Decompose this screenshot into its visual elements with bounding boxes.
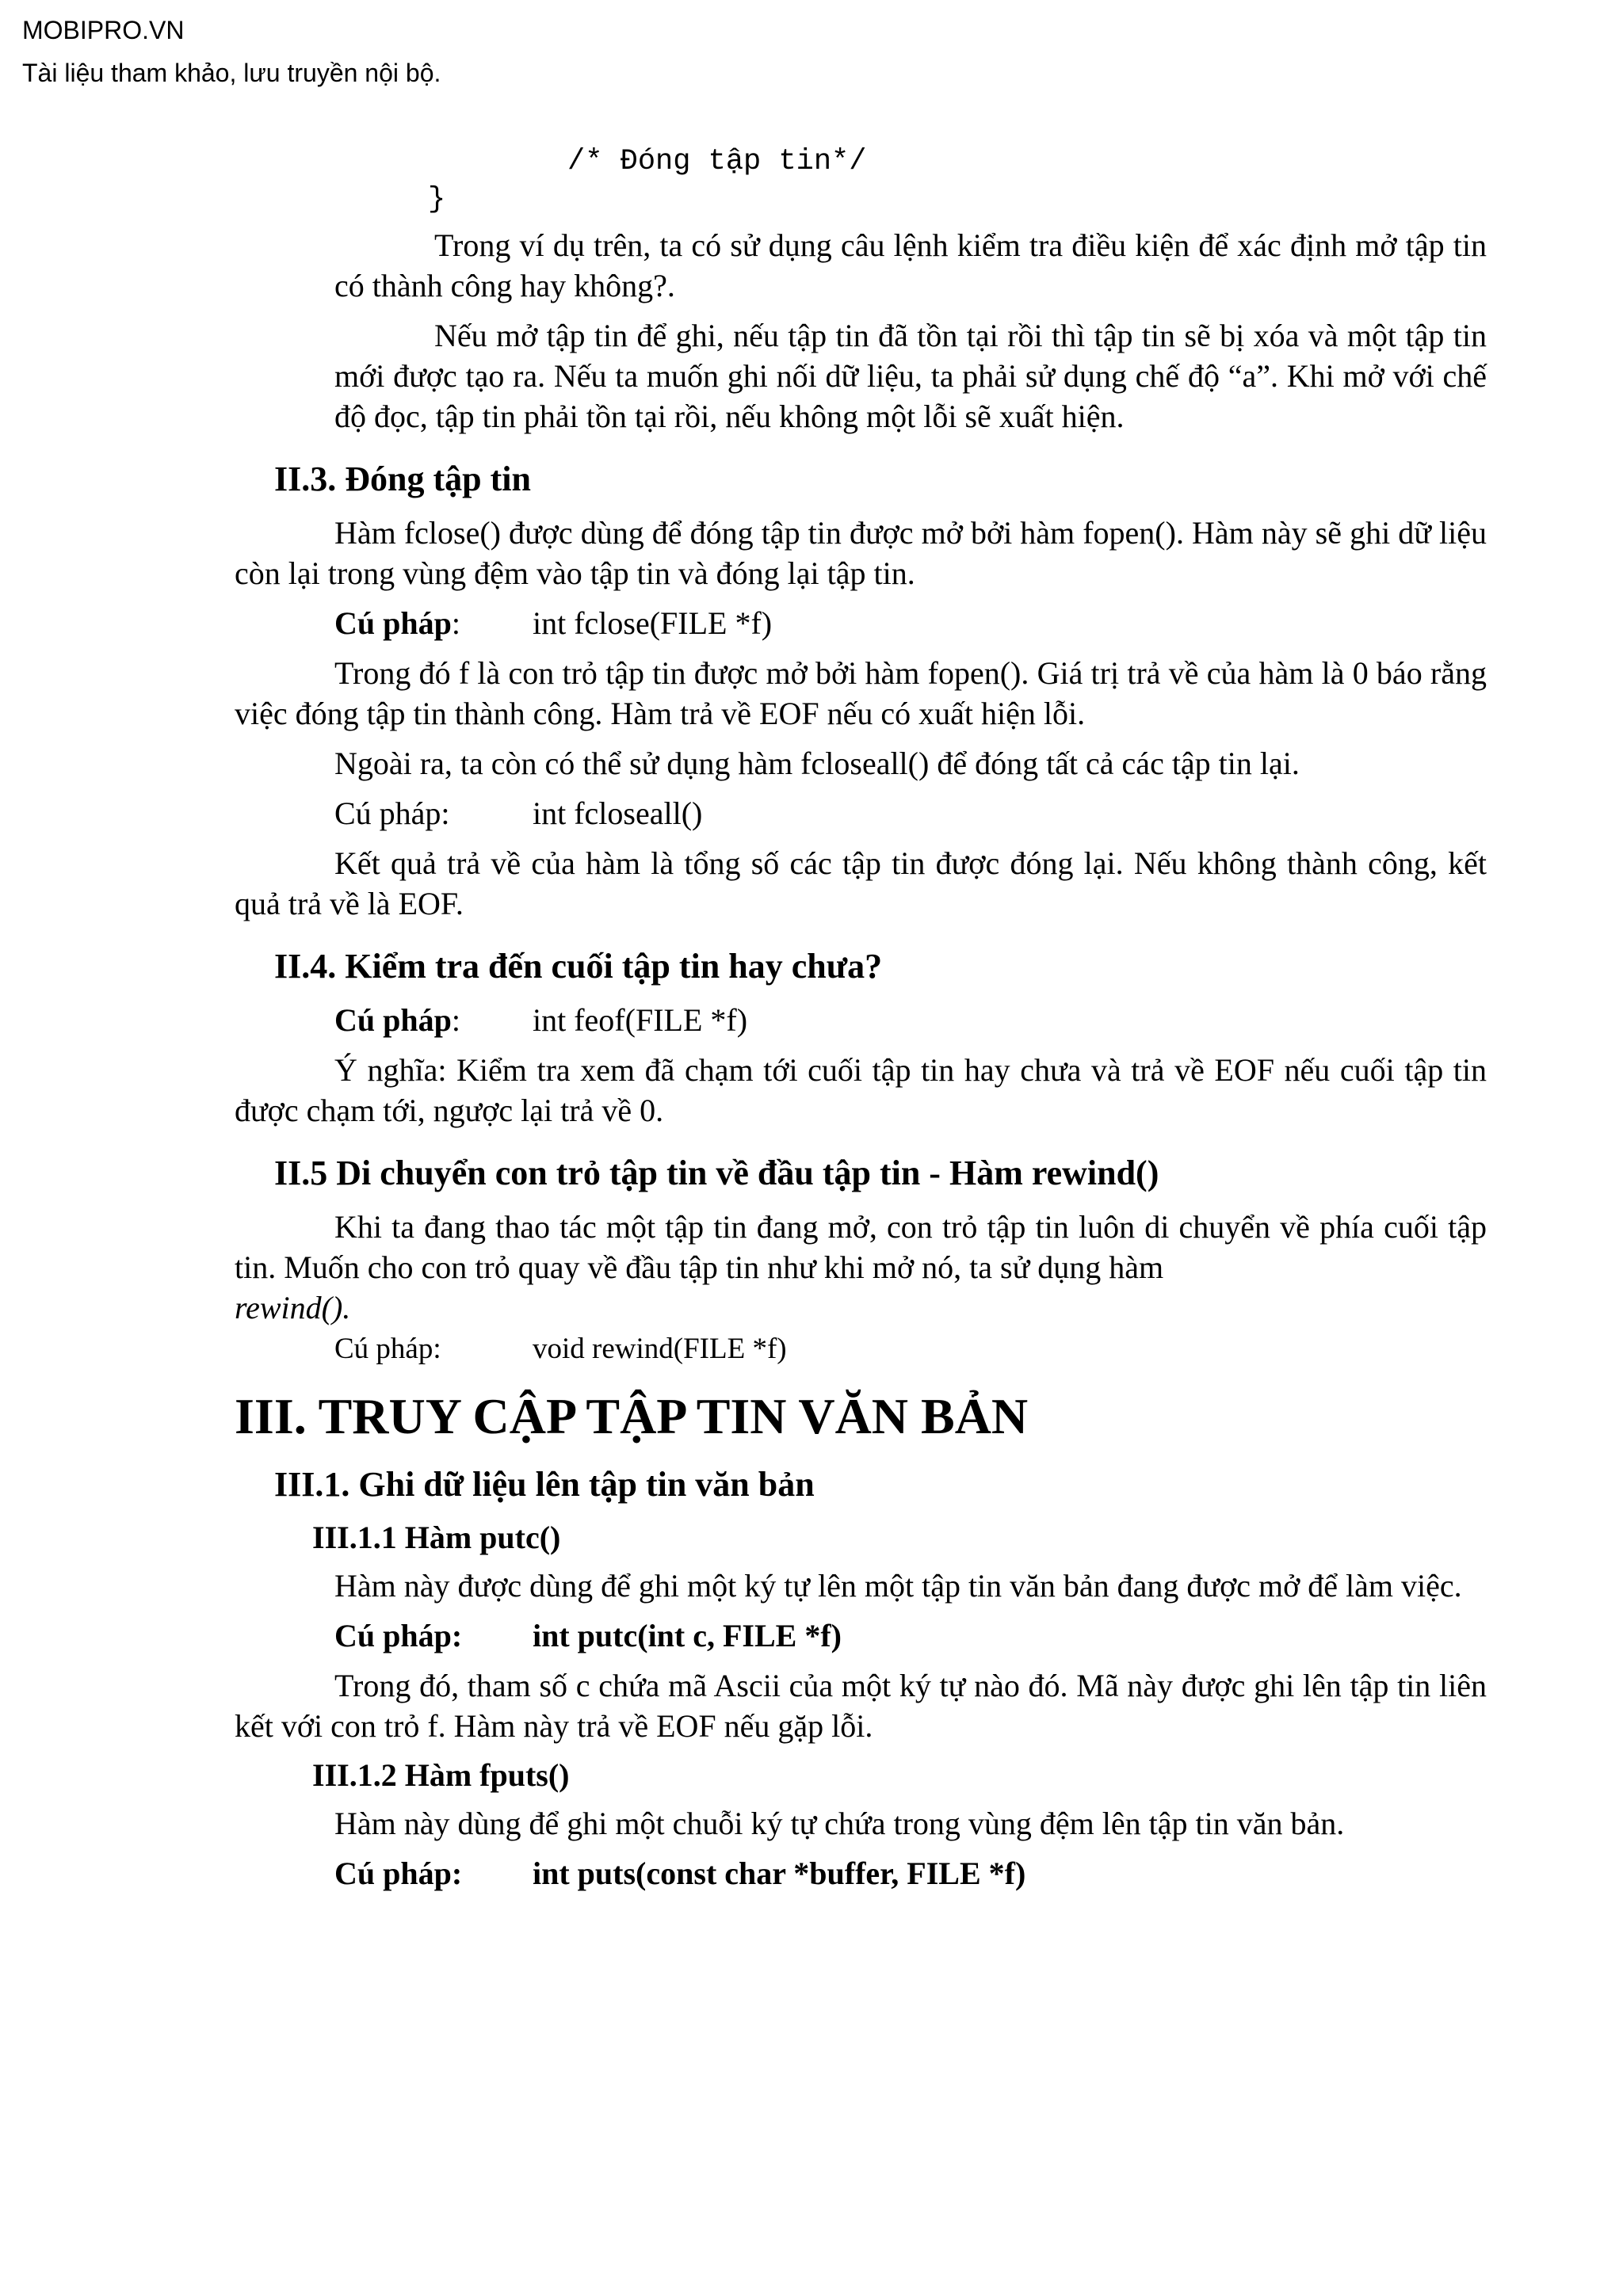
- code-comment: /* Đóng tập tin*/: [567, 145, 867, 178]
- paragraph-condition-check: Trong ví dụ trên, ta có sử dụng câu lệnh kiểm tra điều kiện để xác định mở tập tin có thành công hay không?.: [334, 227, 1487, 303]
- heading-rewind: II.5 Di chuyển con trỏ tập tin về đầu tập tin - Hàm rewind(): [274, 1154, 1159, 1192]
- paragraph-rewind: [235, 1207, 1487, 1328]
- syntax-code: int putc(int c, FILE *f): [533, 1618, 842, 1653]
- syntax-feof: [235, 1000, 1487, 1040]
- heading-putc: III.1.1 Hàm putc(): [312, 1520, 561, 1555]
- syntax-rewind: [235, 1331, 1487, 1367]
- syntax-colon: :: [451, 605, 460, 641]
- paragraph-fclose: Hàm fclose() được dùng để đóng tập tin được mở bởi hàm fopen(). Hàm này sẽ ghi dữ liệu còn lại trong vùng đệm vào tập tin và đóng lại tập tin.: [235, 515, 1487, 591]
- syntax-fputs: [235, 1853, 1487, 1894]
- paragraph-fclose-return: Trong đó f là con trỏ tập tin được mở bởi hàm fopen(). Giá trị trả về của hàm là 0 báo rằng việc đóng tập tin thành công. Hàm trả về EOF nếu có xuất hiện lỗi.: [235, 655, 1487, 731]
- heading-close-file: II.3. Đóng tập tin: [274, 460, 531, 498]
- syntax-code: int puts(const char *buffer, FILE *f): [533, 1855, 1026, 1891]
- syntax-code: void rewind(FILE *f): [533, 1333, 787, 1365]
- paragraph-fcloseall-return: Kết quả trả về của hàm là tổng số các tập tin được đóng lại. Nếu không thành công, kết quả trả về là EOF.: [235, 845, 1487, 921]
- paragraph-putc: Hàm này được dùng để ghi một ký tự lên một tập tin văn bản đang được mở để làm việc.: [334, 1568, 1462, 1604]
- document-body: [235, 143, 1487, 1903]
- heading-write-text-file: III.1. Ghi dữ liệu lên tập tin văn bản: [274, 1465, 815, 1504]
- heading-end-of-file: II.4. Kiểm tra đến cuối tập tin hay chưa?: [274, 947, 883, 986]
- syntax-putc: [235, 1615, 1487, 1656]
- heading-fputs: III.1.2 Hàm fputs(): [312, 1757, 570, 1793]
- syntax-label: Cú pháp:: [334, 1618, 463, 1653]
- rewind-function-name: rewind().: [235, 1290, 351, 1325]
- syntax-code: int feof(FILE *f): [533, 1002, 748, 1038]
- syntax-code: int fcloseall(): [533, 795, 703, 831]
- syntax-label: Cú pháp: [334, 1002, 452, 1038]
- syntax-code: int fclose(FILE *f): [533, 605, 773, 641]
- paragraph-open-modes: Nếu mở tập tin để ghi, nếu tập tin đã tồn tại rồi thì tập tin sẽ bị xóa và một tập tin mới được tạo ra. Nếu ta muốn ghi nối dữ liệu, ta phải sử dụng chế độ “a”. Khi mở với chế độ đọc, tập tin phải tồn tại rồi, nếu không một lỗi sẽ xuất hiện.: [334, 318, 1487, 434]
- syntax-label: Cú pháp:: [334, 1855, 463, 1891]
- header-note: Tài liệu tham khảo, lưu truyền nội bộ.: [22, 59, 441, 87]
- syntax-colon: :: [451, 1002, 460, 1038]
- paragraph-fputs: Hàm này dùng để ghi một chuỗi ký tự chứa trong vùng đệm lên tập tin văn bản.: [334, 1806, 1345, 1841]
- paragraph-rewind-text: Khi ta đang thao tác một tập tin đang mở, con trỏ tập tin luôn di chuyển về phía cuối tập tin. Muốn cho con trỏ quay về đầu tập tin như khi mở nó, ta sử dụng hàm: [235, 1209, 1487, 1285]
- code-closing-brace: }: [428, 183, 446, 216]
- syntax-fclose: [235, 603, 1487, 643]
- paragraph-feof-meaning: Ý nghĩa: Kiểm tra xem đã chạm tới cuối tập tin hay chưa và trả về EOF nếu cuối tập tin được chạm tới, ngược lại trả về 0.: [235, 1052, 1487, 1128]
- heading-text-file-access: III. TRUY CẬP TẬP TIN VĂN BẢN: [235, 1388, 1029, 1444]
- paragraph-putc-params: Trong đó, tham số c chứa mã Ascii của một ký tự nào đó. Mã này được ghi lên tập tin liên kết với con trỏ f. Hàm này trả về EOF nếu gặp lỗi.: [235, 1668, 1487, 1744]
- syntax-label: Cú pháp: [334, 605, 452, 641]
- syntax-label: Cú pháp:: [334, 795, 450, 831]
- syntax-fcloseall: [235, 793, 1487, 833]
- header-site-name: MOBIPRO.VN: [22, 16, 185, 44]
- paragraph-fcloseall: Ngoài ra, ta còn có thể sử dụng hàm fcloseall() để đóng tất cả các tập tin lại.: [334, 746, 1300, 781]
- syntax-label: Cú pháp:: [334, 1333, 441, 1365]
